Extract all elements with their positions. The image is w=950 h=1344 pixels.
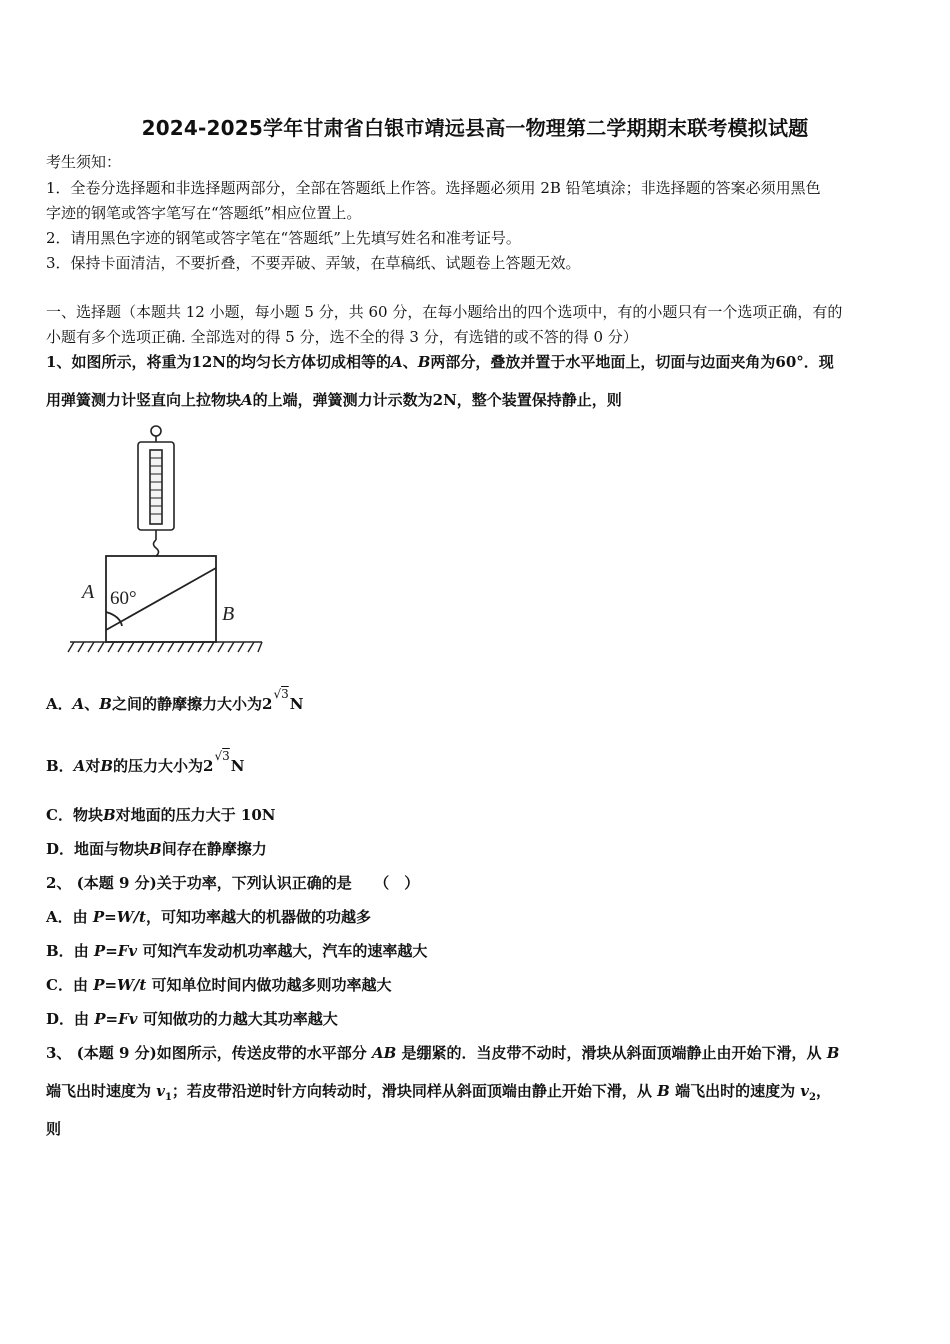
q3-stem-line3: 则 xyxy=(46,1120,62,1138)
q1-stem-line2: 用弹簧测力计竖直向上拉物块A的上端，弹簧测力计示数为2N，整个装置保持静止，则 xyxy=(46,391,622,409)
section-intro-a: 一、选择题（本题共 12 小题，每小题 5 分，共 60 分，在每小题给出的四个选项中，有的小题只有一个选项正确，有的 xyxy=(46,303,843,321)
figure-label-a: A xyxy=(82,581,95,603)
notice-item-2: 2．请用黑色字迹的钢笔或答字笔在“答题纸”上先填写姓名和准考证号。 xyxy=(46,229,521,247)
notice-item-1a: 1．全卷分选择题和非选择题两部分，全部在答题纸上作答。选择题必须用 2B 铅笔填涂；非选择题的答案必须用黑色 xyxy=(46,179,821,197)
spring-scale-icon xyxy=(138,426,174,556)
figure-label-b: B xyxy=(222,603,235,625)
notice-item-1b: 字迹的钢笔或答字笔写在“答题纸”相应位置上。 xyxy=(46,204,362,222)
ground-hatching xyxy=(68,642,262,652)
q1-option-a: A．A、B之间的静摩擦力大小为2√3N xyxy=(46,694,912,715)
q3-stem-line2: 端飞出时速度为 $v_1$；若皮带沿逆时针方向转动时，滑块同样从斜面顶端由静止开始下滑，从 B 端飞出时的速度为 $v_2$， xyxy=(46,1082,831,1103)
q2-stem: 2、 (本题 9 分)关于功率，下列认识正确的是 （ ） xyxy=(46,874,420,892)
q1-option-d: D．地面与物块B间存在静摩擦力 xyxy=(46,840,267,858)
q2-option-c: C．由 P=W/t 可知单位时间内做功越多则功率越大 xyxy=(46,976,392,994)
q1-figure xyxy=(66,424,266,656)
q1-stem-line1: 1、如图所示，将重为12N的均匀长方体切成相等的A、B两部分，叠放并置于水平地面上，切面与边面夹角为60°．现 xyxy=(46,353,834,371)
q1-option-c: C．物块B对地面的压力大于 10N xyxy=(46,806,276,824)
section-intro-b: 小题有多个选项正确. 全部选对的得 5 分，选不全的得 3 分，有选错的或不答的得 0 分） xyxy=(46,328,638,346)
page-title: 2024-2025学年甘肃省白银市靖远县高一物理第二学期期末联考模拟试题 xyxy=(141,116,809,140)
q3-stem-line1: 3、 (本题 9 分)如图所示，传送皮带的水平部分 AB 是绷紧的．当皮带不动时，滑块从斜面顶端静止由开始下滑，从 B xyxy=(46,1044,840,1062)
q2-option-b: B．由 P=Fv 可知汽车发动机功率越大，汽车的速率越大 xyxy=(46,942,428,960)
figure-angle-label: 60° xyxy=(110,588,137,609)
sqrt-3: √3 xyxy=(214,749,230,763)
notice-heading: 考生须知： xyxy=(46,153,122,171)
q2-option-d: D．由 P=Fv 可知做功的力越大其功率越大 xyxy=(46,1010,338,1028)
q1-option-b: B．A对B的压力大小为2√3N xyxy=(46,756,912,777)
q2-option-a: A．由 P=W/t，可知功率越大的机器做的功越多 xyxy=(46,908,371,926)
sqrt-3: √3 xyxy=(273,687,289,701)
notice-item-3: 3．保持卡面清洁，不要折叠，不要弄破、弄皱，在草稿纸、试题卷上答题无效。 xyxy=(46,254,581,272)
